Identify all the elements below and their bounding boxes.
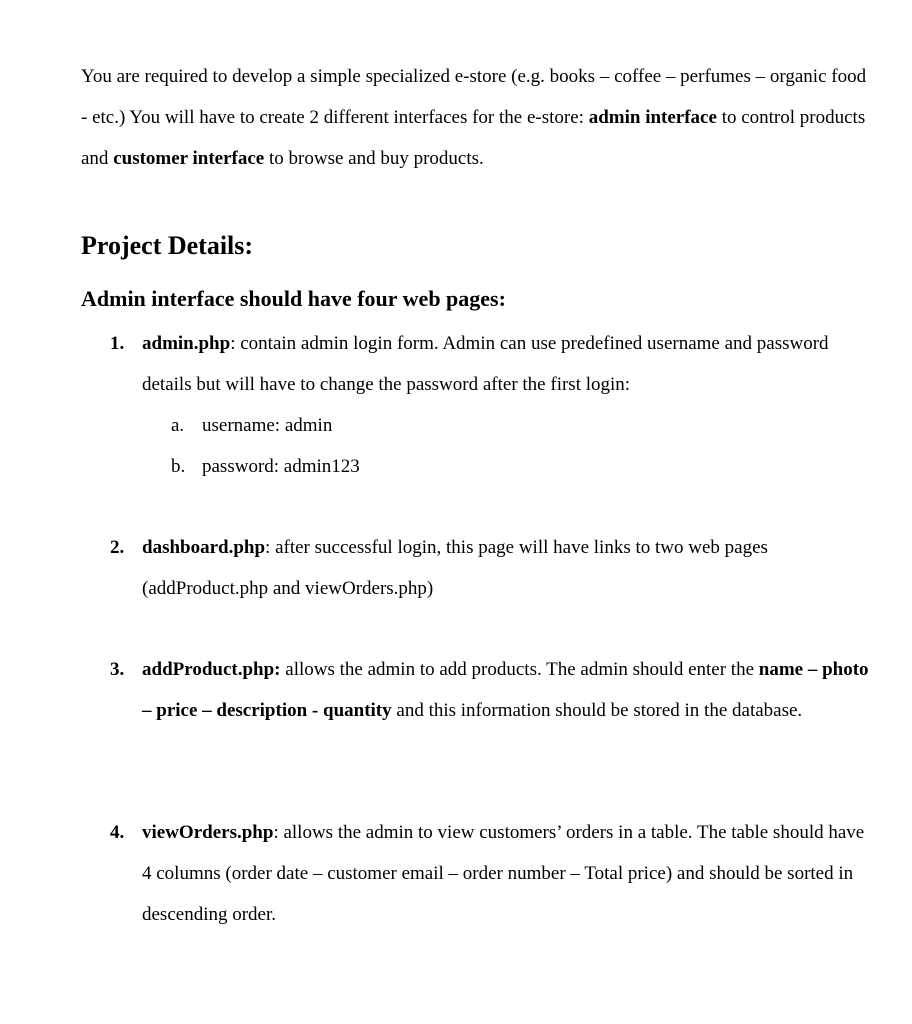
sub-item-text: password: admin123 — [202, 456, 360, 477]
list-item-vieworders-php — [81, 812, 871, 935]
list-item-text: : allows the admin to view customers’ orders in a table. The table should have 4 columns (order date – customer email – order number – Total price) and should be sorted in descending order. — [142, 822, 865, 925]
list-number: 4. — [110, 822, 125, 843]
list-item-title: addProduct.php: — [142, 659, 281, 680]
document-page — [81, 56, 871, 925]
admin-interface-subheading: Admin interface should have four web pages: — [81, 286, 506, 311]
list-item-text: and this information should be stored in the database. — [391, 700, 803, 721]
list-number: 2. — [110, 537, 125, 558]
sub-item-text: username: admin — [202, 415, 333, 436]
sub-item-password — [171, 446, 871, 487]
intro-paragraph — [81, 56, 871, 179]
list-item-body — [142, 812, 871, 935]
list-item-body — [142, 649, 871, 731]
list-item-title: dashboard.php — [142, 537, 266, 558]
list-item-dashboard-php — [81, 527, 871, 609]
list-item-text: : after successful login, this page will have links to two web pages (addProduct.php and viewOrders.php) — [142, 537, 768, 599]
list-item-bold-fields: name – photo – price – description - quantity — [142, 659, 869, 721]
intro-bold-admin-interface: admin interface — [588, 107, 717, 128]
sub-item-username — [171, 405, 871, 446]
list-number: 1. — [110, 333, 125, 354]
intro-text-3: to browse and buy products. — [264, 148, 484, 169]
list-item-body — [142, 323, 871, 405]
sub-item-letter: a. — [171, 415, 185, 436]
list-item-text: allows the admin to add products. The admin should enter the — [280, 659, 759, 680]
project-details-heading: Project Details: — [81, 231, 254, 260]
list-item-admin-php — [81, 323, 871, 487]
list-item-addproduct-php — [81, 649, 871, 731]
intro-text-1: You are required to develop a simple specialized e-store (e.g. books – coffee – perfumes – organic food - etc.) You will have to create 2 different interfaces for the e-store: — [81, 66, 867, 128]
sub-item-letter: b. — [171, 456, 186, 477]
intro-bold-customer-interface: customer interface — [113, 148, 265, 169]
intro-text-2: to control products and — [81, 107, 866, 169]
list-item-body — [142, 527, 871, 609]
list-item-text: : contain admin login form. Admin can use predefined username and password details but will have to change the password after the first login: — [142, 333, 829, 395]
list-item-title: viewOrders.php — [142, 822, 274, 843]
list-item-title: admin.php — [142, 333, 231, 354]
list-number: 3. — [110, 659, 125, 680]
